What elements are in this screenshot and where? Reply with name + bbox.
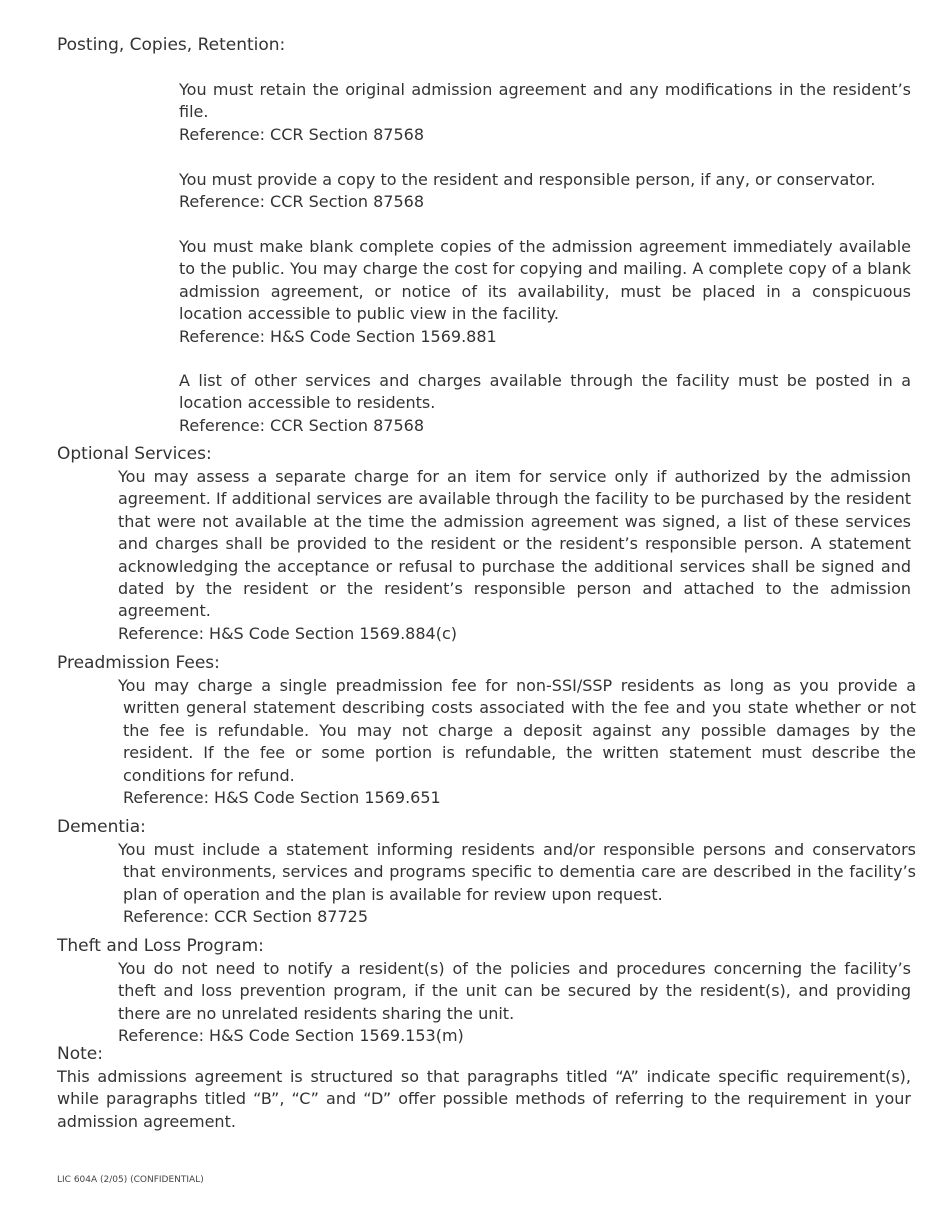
optional-services-paragraph	[118, 466, 911, 645]
section-heading-theft-loss: Theft and Loss Program:	[57, 936, 264, 956]
section-heading-optional-services: Optional Services:	[57, 444, 212, 464]
theft-loss-text: You do not need to notify a resident(s) of the policies and procedures concerning the facility’s theft and loss prevention program, if the unit can be secured by the resident(s), and providing there are no unrelated residents sharing the unit.	[118, 959, 911, 1023]
theft-loss-paragraph	[118, 958, 911, 1048]
dementia-text: You must include a statement informing residents and/or responsible persons and conservators that environments, services and programs specific to dementia care are described in the facility’s plan of operation and the plan is available for review upon request.	[118, 840, 916, 904]
posting-text-4: A list of other services and charges available through the facility must be posted in a location accessible to residents.	[179, 371, 911, 413]
section-heading-dementia: Dementia:	[57, 817, 146, 837]
posting-text-1: You must retain the original admission agreement and any modifications in the resident’s file.	[179, 80, 911, 122]
preadmission-fees-paragraph	[118, 675, 916, 809]
dementia-paragraph	[118, 839, 916, 929]
posting-paragraph-3	[179, 236, 911, 348]
posting-reference-2: Reference: CCR Section 87568	[179, 192, 425, 212]
form-footer-id: LIC 604A (2/05) (CONFIDENTIAL)	[57, 1175, 204, 1185]
posting-paragraph-2	[179, 169, 911, 214]
section-heading-posting: Posting, Copies, Retention:	[57, 35, 286, 55]
posting-paragraph-4	[179, 370, 911, 437]
posting-reference-3: Reference: H&S Code Section 1569.881	[179, 326, 497, 346]
optional-services-text: You may assess a separate charge for an item for service only if authorized by the admission agreement. If additional services are available through the facility to be purchased by the resident that were not available at the time the admission agreement was signed, a list of these services and charges shall be provided to the resident or the resident’s responsible person. A statement acknowledging the acceptance or refusal to purchase the additional services shall be signed and dated by the resident or the resident’s responsible person and attached to the admission agreement.	[118, 467, 911, 621]
posting-text-3: You must make blank complete copies of the admission agreement immediately available to the public. You may charge the cost for copying and mailing. A complete copy of a blank admission agreement, or notice of its availability, must be placed in a conspicuous location accessible to public view in the facility.	[179, 237, 911, 324]
theft-loss-reference: Reference: H&S Code Section 1569.153(m)	[118, 1026, 464, 1046]
preadmission-fees-text: You may charge a single preadmission fee for non-SSI/SSP residents as long as you provide a written general statement describing costs associated with the fee and you state whether or not the fee is refundable. You may not charge a deposit against any possible damages by the resident. If the fee or some portion is refundable, the written statement must describe the conditions for refund.	[118, 676, 916, 785]
section-heading-preadmission-fees: Preadmission Fees:	[57, 653, 220, 673]
posting-reference-4: Reference: CCR Section 87568	[179, 415, 425, 435]
posting-paragraph-1	[179, 79, 911, 146]
dementia-reference: Reference: CCR Section 87725	[123, 907, 369, 927]
posting-text-2: You must provide a copy to the resident and responsible person, if any, or conservator.	[179, 170, 876, 189]
preadmission-fees-reference: Reference: H&S Code Section 1569.651	[123, 788, 441, 808]
posting-reference-1: Reference: CCR Section 87568	[179, 124, 425, 144]
note-paragraph: This admissions agreement is structured so that paragraphs titled “A” indicate specific requirement(s), while paragraphs titled “B”, “C” and “D” offer possible methods of referring to the requirement in your admission agreement.	[57, 1067, 911, 1131]
section-heading-note: Note:	[57, 1044, 103, 1064]
optional-services-reference: Reference: H&S Code Section 1569.884(c)	[118, 623, 457, 643]
